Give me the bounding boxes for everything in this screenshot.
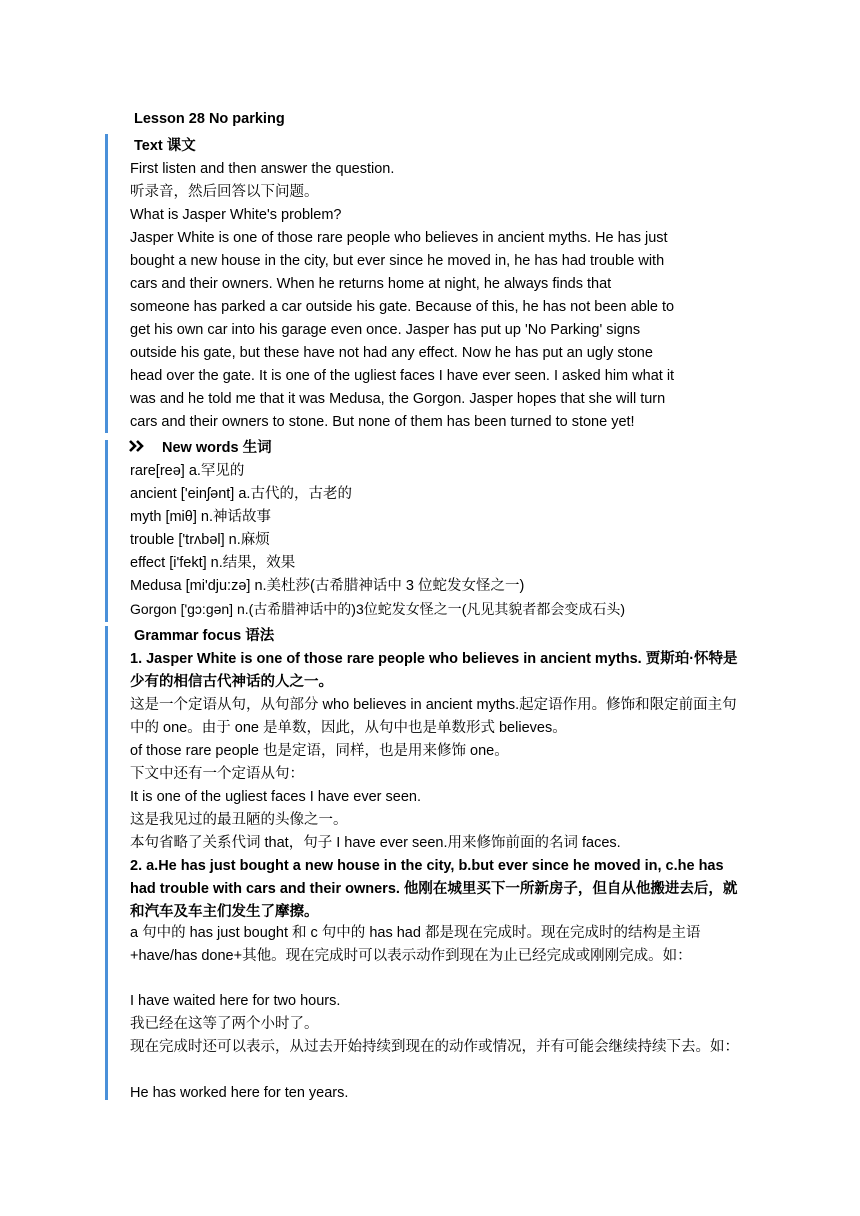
grammar-point2-title: 2. a.He has just bought a new house in the city, b.but ever since he moved in, c.he has had trouble with cars and their owners. 他刚在城里买下一所新房子，但自从他搬进去后，就和汽车及车主们发生了摩擦。 [130, 858, 738, 920]
word-item: effect [i'fekt] n.结果，效果 [130, 555, 296, 571]
passage-line: outside his gate, but these have not had any effect. Now he has put an ugly stone [130, 345, 653, 361]
instruction-en: First listen and then answer the question. [130, 161, 395, 177]
grammar-point1-body: 这是一个定语从句，从句部分 who believes in ancient myths.起定语作用。修饰和限定前面主句中的 one。由于 one 是单数，因此，从句中也是单数形式 believes。 [130, 697, 737, 736]
accent-bar-words [105, 440, 108, 622]
word-item: myth [miθ] n.神话故事 [130, 509, 271, 525]
word-item: Gorgon ['gɔ:gən] n.(古希腊神话中的)3位蛇发女怪之一(凡见其貌者都会变成石头) [130, 601, 626, 617]
new-words-heading: New words 生词 [162, 440, 272, 456]
accent-bar-text [105, 134, 108, 433]
word-item: Medusa [mi'dju:zə] n.美杜莎(古希腊神话中 3 位蛇发女怪之一) [130, 578, 525, 594]
grammar-example-zh: 我已经在这等了两个小时了。 [130, 1016, 319, 1032]
grammar-point2-body2: 现在完成时还可以表示，从过去开始持续到现在的动作或情况，并有可能会继续持续下去。如： [130, 1039, 739, 1055]
grammar-point1-title: 1. Jasper White is one of those rare people who believes in ancient myths. 贾斯珀·怀特是少有的相信古代神话的人之一。 [130, 651, 738, 690]
text-section-heading: Text 课文 [134, 138, 196, 154]
grammar-point1-line4: 下文中还有一个定语从句： [130, 766, 304, 782]
grammar-heading: Grammar focus 语法 [134, 628, 275, 644]
passage-line: cars and their owners. When he returns home at night, he always finds that [130, 276, 612, 292]
passage-line: get his own car into his garage even once. Jasper has put up 'No Parking' signs [130, 322, 641, 338]
grammar-example-en: It is one of the ugliest faces I have ever seen. [130, 789, 421, 805]
grammar-point2-body: a 句中的 has just bought 和 c 句中的 has had 都是现在完成时。现在完成时的结构是主语+have/has done+其他。现在完成时可以表示动作到现在为止已经完成或刚刚完成。如： [130, 925, 701, 964]
question: What is Jasper White's problem? [130, 207, 342, 223]
word-item: ancient ['einʃənt] a.古代的，古老的 [130, 486, 352, 502]
grammar-point1-line3: of those rare people 也是定语，同样，也是用来修饰 one。 [130, 743, 509, 759]
instruction-zh: 听录音，然后回答以下问题。 [130, 184, 319, 200]
lesson-title: Lesson 28 No parking [134, 111, 285, 127]
grammar-example-en: I have waited here for two hours. [130, 993, 341, 1009]
passage-line: bought a new house in the city, but ever since he moved in, he has had trouble with [130, 253, 665, 269]
word-item: rare[reə] a.罕见的 [130, 463, 245, 479]
passage-line: was and he told me that it was Medusa, the Gorgon. Jasper hopes that she will turn [130, 391, 666, 407]
passage-line: head over the gate. It is one of the ugliest faces I have ever seen. I asked him what it [130, 368, 675, 384]
grammar-example-zh: 这是我见过的最丑陋的头像之一。 [130, 812, 348, 828]
double-chevron-icon [128, 438, 146, 458]
grammar-example-en: He has worked here for ten years. [130, 1085, 349, 1101]
passage-line: cars and their owners to stone. But none of them has been turned to stone yet! [130, 414, 635, 430]
grammar-note: 本句省略了关系代词 that，句子 I have ever seen.用来修饰前面的名词 faces. [130, 835, 621, 851]
passage-line: Jasper White is one of those rare people who believes in ancient myths. He has just [130, 230, 668, 246]
accent-bar-grammar [105, 626, 108, 1100]
passage-line: someone has parked a car outside his gate. Because of this, he has not been able to [130, 299, 675, 315]
word-item: trouble ['trʌbəl] n.麻烦 [130, 532, 270, 548]
